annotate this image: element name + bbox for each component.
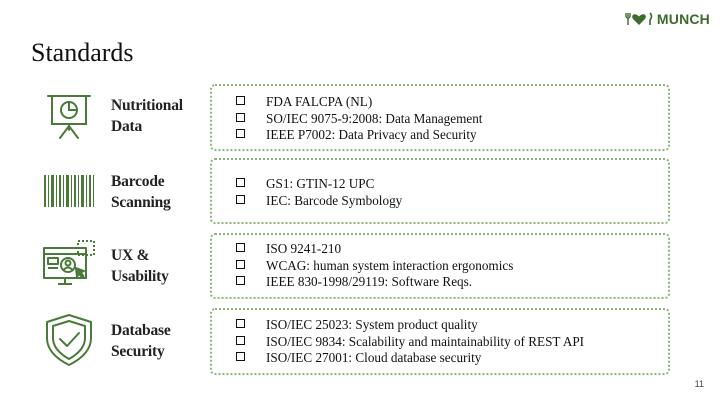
label-line1: Nutritional: [111, 97, 183, 114]
item-text: ISO/IEC 27001: Cloud database security: [266, 350, 482, 366]
item-text: IEC: Barcode Symbology: [266, 192, 403, 208]
label-line1: Barcode: [111, 173, 165, 190]
standards-box: [210, 84, 670, 151]
list-item: [236, 350, 584, 367]
munch-logo: [624, 11, 710, 27]
list-item: [236, 334, 584, 351]
item-text: ISO/IEC 9834: Scalability and maintainability of REST API: [266, 333, 585, 349]
page-number: 11: [694, 379, 704, 389]
label-line1: UX &: [111, 247, 150, 264]
heart-cutlery-icon: [624, 12, 654, 26]
label-line2: Scanning: [111, 194, 171, 211]
barcode-icon: [38, 165, 100, 221]
presentation-chart-icon: [38, 90, 100, 146]
item-text: SO/IEC 9075-9:2008: Data Management: [266, 110, 483, 126]
bullet-icon: [236, 178, 245, 187]
label-line2: Security: [111, 343, 165, 360]
standards-box: [210, 308, 670, 375]
section-label: [111, 95, 183, 137]
section-label: [111, 245, 169, 287]
list-item: [236, 241, 513, 258]
bullet-icon: [236, 96, 245, 105]
standards-box: [210, 158, 670, 224]
list-item: [236, 94, 482, 111]
item-text: GS1: GTIN-12 UPC: [266, 176, 375, 191]
list-item: [236, 127, 482, 144]
label-line2: Usability: [111, 268, 169, 285]
item-text: IEEE 830-1998/29119: Software Reqs.: [266, 274, 473, 290]
standards-box: [210, 233, 670, 299]
list-item: [236, 193, 402, 210]
bullet-icon: [236, 260, 245, 269]
item-text: ISO 9241-210: [266, 241, 342, 256]
item-text: ISO/IEC 25023: System product quality: [266, 317, 478, 332]
page-title: Standards: [31, 38, 134, 67]
user-interface-icon: [38, 238, 100, 294]
bullet-icon: [236, 276, 245, 285]
section-label: [111, 171, 171, 213]
logo-text: MUNCH: [656, 11, 710, 27]
section-label: [111, 320, 171, 362]
label-line1: Database: [111, 322, 171, 339]
item-text: IEEE P7002: Data Privacy and Security: [266, 127, 477, 143]
shield-check-icon: [38, 312, 100, 368]
bullet-icon: [236, 195, 245, 204]
bullet-icon: [236, 319, 245, 328]
list-item: [236, 274, 513, 291]
bullet-icon: [236, 129, 245, 138]
list-item: [236, 176, 402, 193]
bullet-icon: [236, 243, 245, 252]
item-text: WCAG: human system interaction ergonomics: [266, 257, 514, 273]
bullet-icon: [236, 352, 245, 361]
label-line2: Data: [111, 118, 143, 135]
item-text: FDA FALCPA (NL): [266, 94, 373, 109]
bullet-icon: [236, 336, 245, 345]
list-item: [236, 258, 513, 275]
bullet-icon: [236, 113, 245, 122]
list-item: [236, 317, 584, 334]
list-item: [236, 111, 482, 128]
